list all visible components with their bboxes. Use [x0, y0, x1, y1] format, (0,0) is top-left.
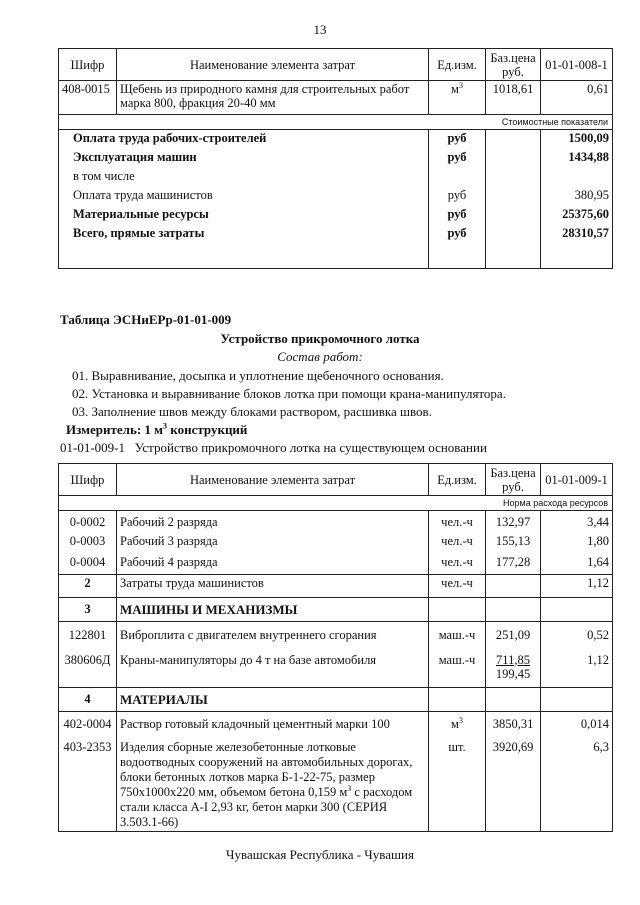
- section-row: 4 МАТЕРИАЛЫ: [59, 688, 613, 712]
- work-item: 01. Выравнивание, досыпка и уплотнение щебеночного основания.: [72, 368, 444, 383]
- col-header-price: Баз.цена руб.: [486, 464, 541, 496]
- col-header-name: Наименование элемента затрат: [117, 464, 429, 496]
- table-row: 380606Д Краны-манипуляторы до 4 т на базе автомобиля маш.-ч 711,85 199,45 1,12: [59, 652, 613, 688]
- work-item: 02. Установка и выравнивание блоков лотка при помощи крана-манипулятора.: [72, 386, 506, 401]
- col-header-rate: 01-01-008-1: [541, 49, 613, 81]
- col-header-unit: Ед.изм.: [429, 464, 486, 496]
- work-item: 03. Заполнение швов между блоками раствором, расшивка швов.: [72, 404, 432, 419]
- table-row: 122801 Виброплита с двигателем внутреннего сгорания маш.-ч 251,09 0,52: [59, 622, 613, 652]
- work-title: Устройство прикромочного лотка: [220, 331, 420, 346]
- col-header-price: Баз.цена руб.: [486, 49, 541, 81]
- page-footer: Чувашская Республика - Чувашия: [226, 847, 414, 862]
- col-header-name: Наименование элемента затрат: [117, 49, 429, 81]
- rate-line: 01-01-009-1 Устройство прикромочного лотка на существующем основании: [60, 440, 487, 455]
- composition-title: Состав работ:: [277, 349, 363, 364]
- table-row: 403-2353 Изделия сборные железобетонные лотковые водоотводных сооружений на автомобильных дорогах, блоки бетонных лотков марка Б-1-22-75, размер 750х1000х220 мм, объемом бетона 0,159 $м^3$ с расходом стали класса А-I 2,93 кг, бетон марки 300 (СЕРИЯ 3.503.1-66) шт. 3920,69 6,3: [59, 736, 613, 832]
- meter-line: Измеритель: 1 $м^3$ конструкций: [66, 421, 248, 437]
- page-number: 13: [313, 22, 327, 37]
- table-row: 408-0015 Щебень из природного камня для строительных работ марка 800, фракция 20-40 мм $м^3$ 1018,61 0,61: [59, 81, 613, 115]
- col-header-code: Шифр: [59, 49, 117, 81]
- col-header-unit: Ед.изм.: [429, 49, 486, 81]
- resource-table-1: Шифр Наименование элемента затрат Ед.изм. Баз.цена руб. 01-01-008-1 408-0015 Щебень из природного камня для строительных работ марка 800, фракция 20-40 мм $м^3$ 1018,61 0,61 Стоимостные показатели Оплата труда рабочих-строителей руб 1500,09 Эксплуатация машин руб 1434,88 в том числе Оплата труда машинистов руб 380,95 Материальные ресурсы руб 25375,60 Всего, прямые затраты руб 28310,57: [58, 48, 613, 269]
- section-label: Норма расхода ресурсов: [59, 496, 613, 511]
- table-row: 0-0002 Рабочий 2 разряда чел.-ч 132,97 3,44: [59, 511, 613, 533]
- section-row: 3 МАШИНЫ И МЕХАНИЗМЫ: [59, 598, 613, 622]
- table-row: 2 Затраты труда машинистов чел.-ч 1,12: [59, 575, 613, 598]
- table-row: 0-0004 Рабочий 4 разряда чел.-ч 177,28 1,64: [59, 554, 613, 575]
- table-row: 402-0004 Раствор готовый кладочный цементный марки 100 $м^3$ 3850,31 0,014: [59, 712, 613, 736]
- table-title: Таблица ЭСНиЕРр-01-01-009: [60, 312, 232, 327]
- table-row: 0-0003 Рабочий 3 разряда чел.-ч 155,13 1,80: [59, 533, 613, 554]
- col-header-rate: 01-01-009-1: [541, 464, 613, 496]
- section-label: Стоимостные показатели: [59, 115, 613, 130]
- resource-table-2: [58, 463, 613, 832]
- col-header-code: Шифр: [59, 464, 117, 496]
